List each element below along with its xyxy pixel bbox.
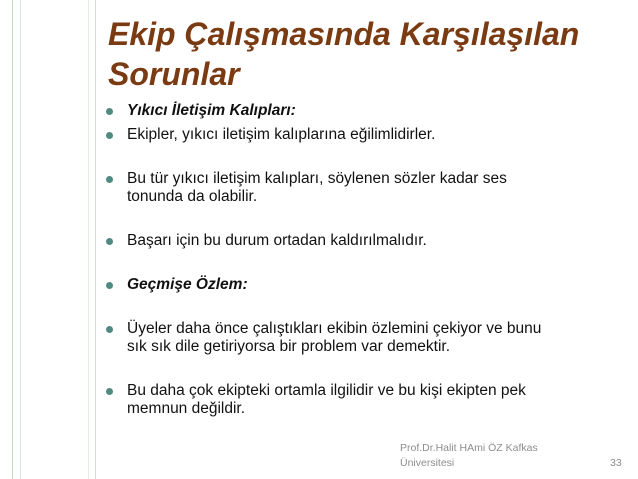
bullet-item bbox=[104, 170, 637, 206]
slide-title bbox=[108, 14, 628, 94]
footer-author bbox=[400, 441, 538, 471]
bullet-icon bbox=[106, 282, 113, 289]
bullet-icon bbox=[106, 388, 113, 395]
bullet-text: Başarı için bu durum ortadan kaldırılmalıdır. bbox=[127, 232, 427, 249]
title-line-2: Sorunlar bbox=[108, 56, 240, 92]
frame-line bbox=[20, 0, 21, 479]
footer-line-2: Üniversitesi bbox=[400, 457, 455, 469]
frame-line bbox=[88, 0, 89, 479]
bullet-text-line-1: Bu daha çok ekipteki ortamla ilgilidir ve bu kişi ekipten pek bbox=[127, 382, 526, 399]
page-number: 33 bbox=[610, 457, 622, 469]
bullet-text-line-1: Üyeler daha önce çalıştıkları ekibin özlemini çekiyor ve bunu bbox=[127, 320, 542, 337]
footer-line-1: Prof.Dr.Halit HAmi ÖZ Kafkas bbox=[400, 442, 538, 454]
bullet-icon bbox=[106, 132, 113, 139]
bullet-icon bbox=[106, 326, 113, 333]
bullet-item bbox=[104, 276, 637, 294]
bullet-item bbox=[104, 102, 637, 120]
bullet-text-line-2: memnun değildir. bbox=[127, 400, 246, 417]
bullet-text-line-1: Bu tür yıkıcı iletişim kalıpları, söylenen sözler kadar ses bbox=[127, 170, 507, 187]
bullet-item bbox=[104, 126, 637, 144]
bullet-icon bbox=[106, 108, 113, 115]
bullet-icon bbox=[106, 176, 113, 183]
bullet-item bbox=[104, 382, 637, 418]
bullet-text: Ekipler, yıkıcı iletişim kalıplarına eğilimlidirler. bbox=[127, 126, 436, 143]
bullet-text-line-2: sık sık dile getiriyorsa bir problem var demektir. bbox=[127, 338, 451, 355]
bullet-heading: Geçmişe Özlem: bbox=[127, 276, 248, 293]
title-line-1: Ekip Çalışmasında Karşılaşılan bbox=[108, 16, 580, 52]
bullet-item bbox=[104, 232, 637, 250]
bullet-text-line-2: tonunda da olabilir. bbox=[127, 188, 258, 205]
bullet-icon bbox=[106, 238, 113, 245]
frame-line bbox=[12, 0, 13, 479]
bullet-item bbox=[104, 320, 637, 356]
bullet-heading: Yıkıcı İletişim Kalıpları: bbox=[127, 102, 296, 119]
frame-line bbox=[95, 0, 96, 479]
